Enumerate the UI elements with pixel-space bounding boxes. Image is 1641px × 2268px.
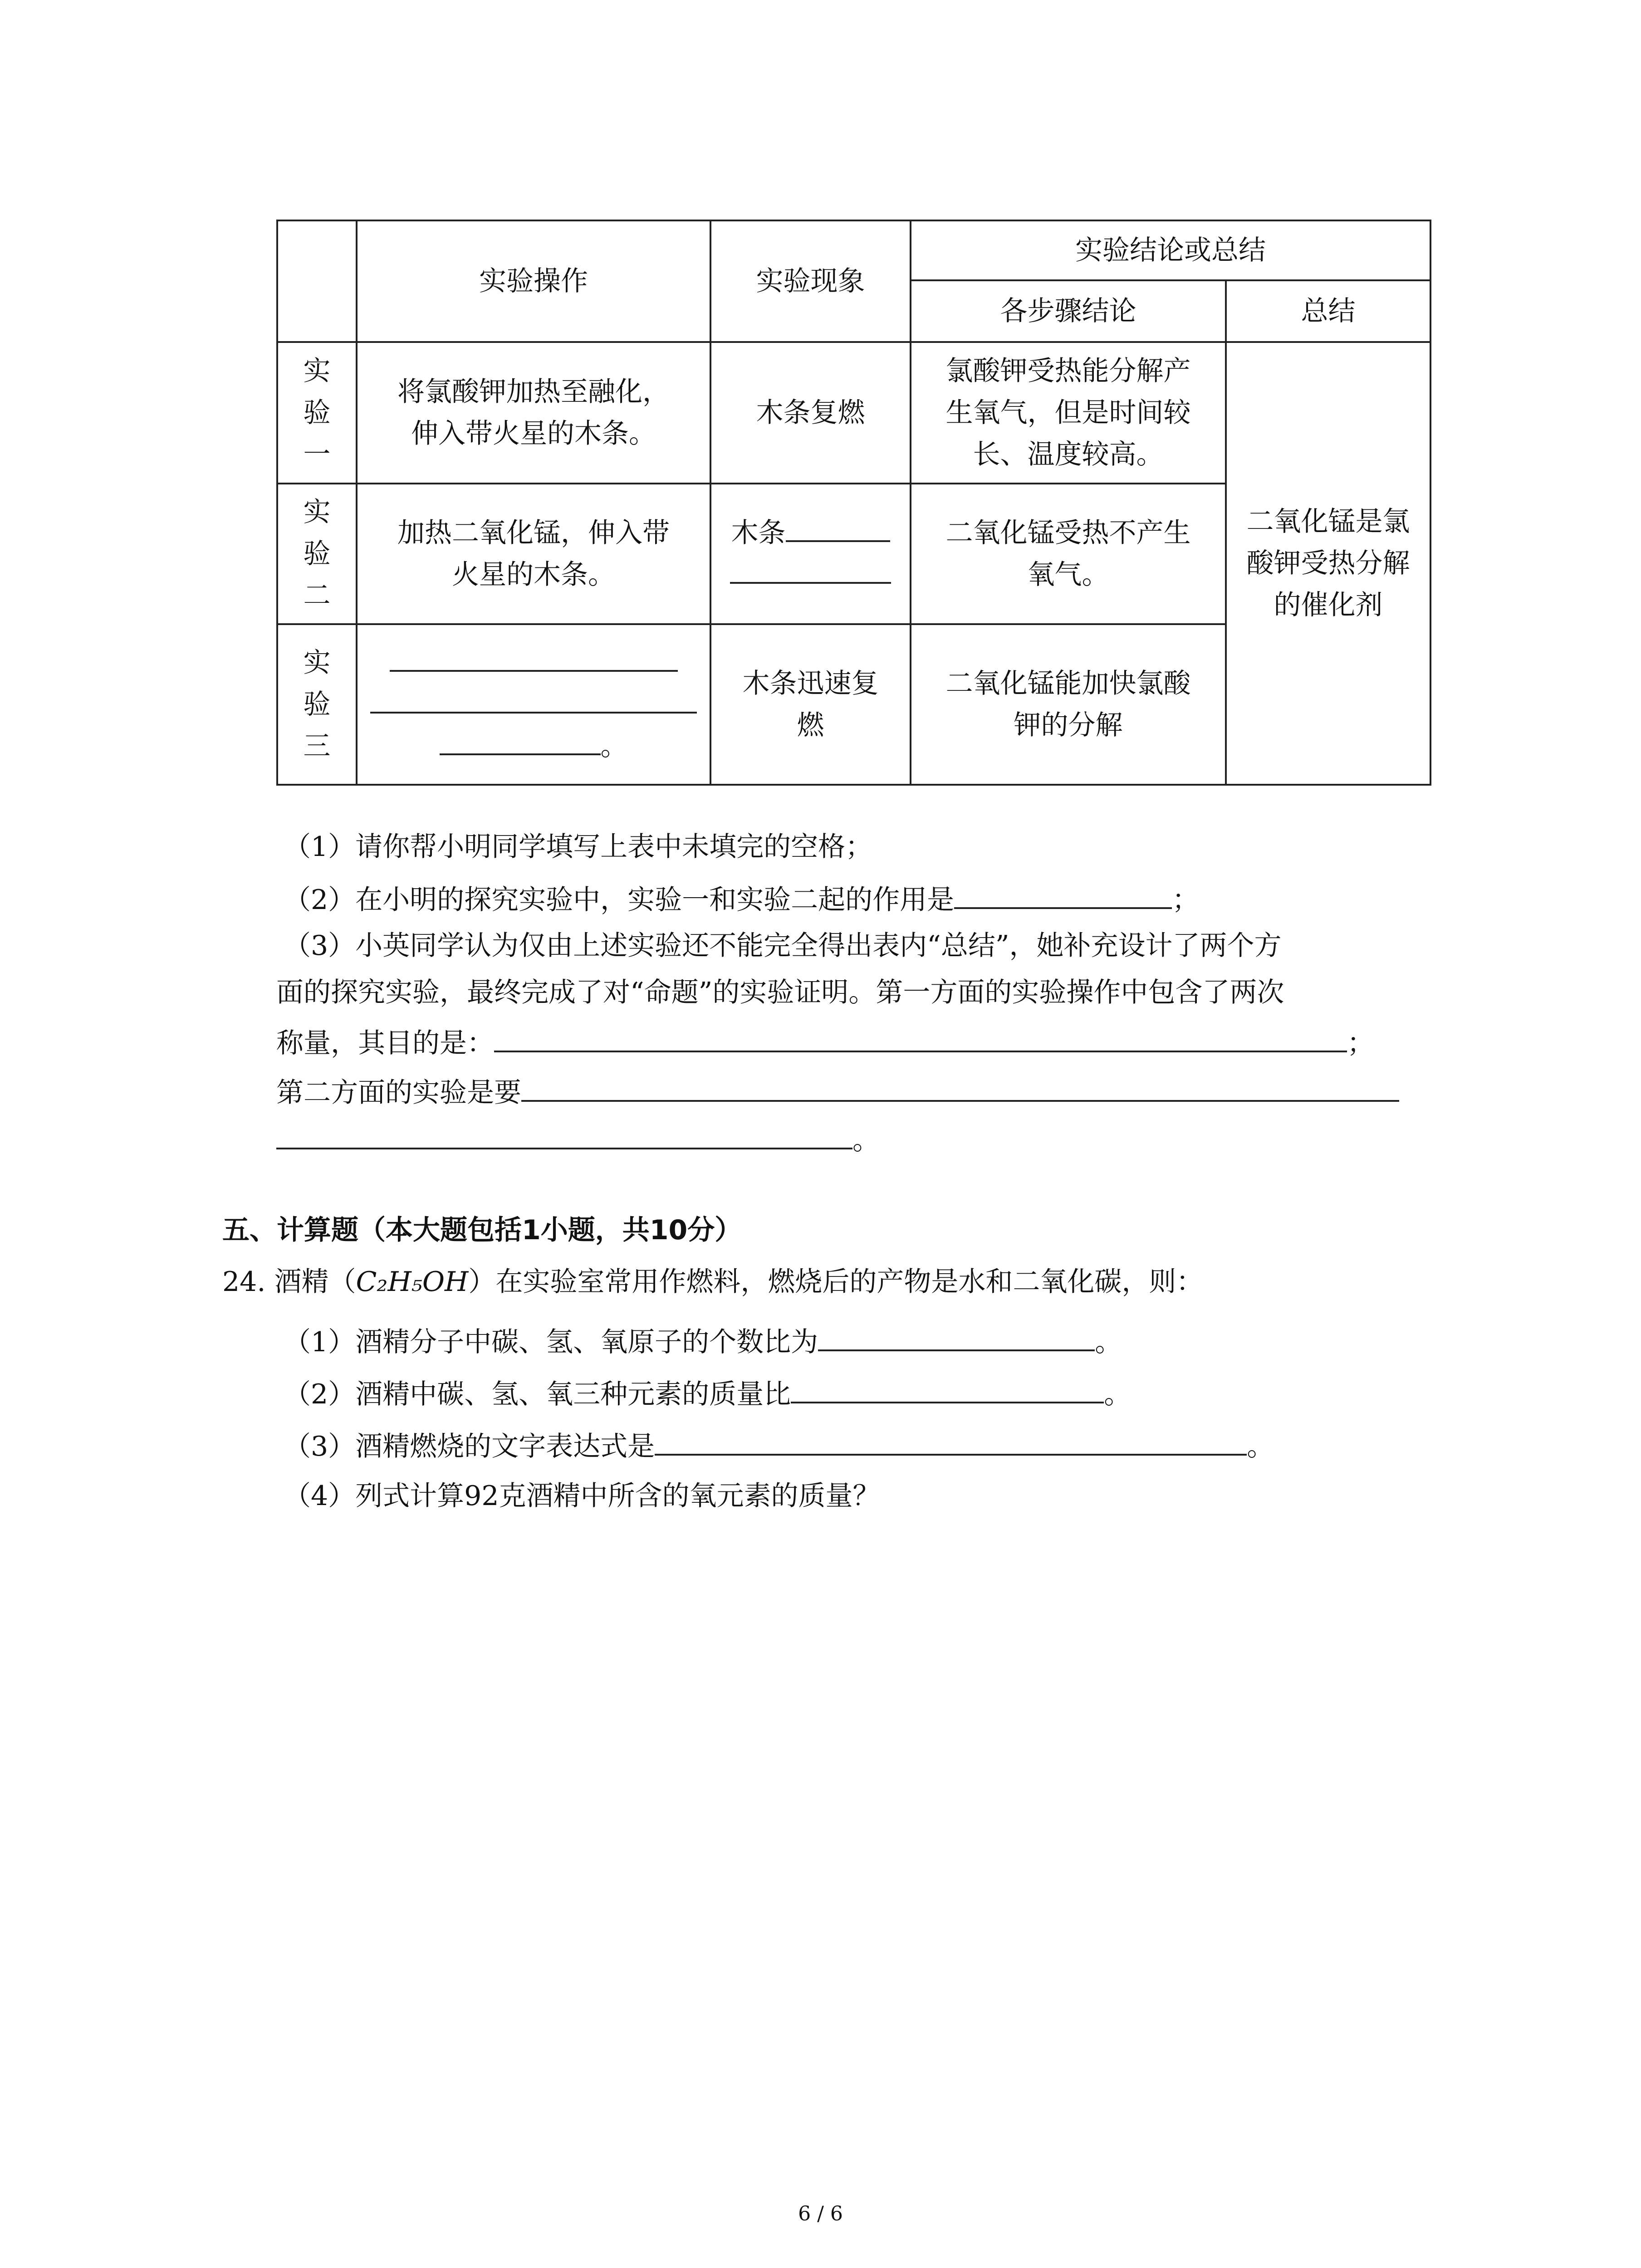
phenomenon-blank-1[interactable] [786,514,890,542]
experiment-2-operation: 加热二氧化锰，伸入带 火星的木条。 [357,484,710,624]
question-24: 24. 酒精（C₂H₅OH）在实验室常用作燃料，燃烧后的产物是水和二氧化碳，则： [222,1266,1204,1298]
experiment-1-phenomenon: 木条复燃 [710,342,911,484]
question-24-sub-3: （3）酒精燃烧的文字表达式是 。 [284,1427,1274,1465]
experiment-1-conclusion: 氯酸钾受热能分解产 生氧气，但是时间较 长、温度较高。 [911,342,1226,484]
question-3-line-2: 面的探究实验，最终完成了对“命题”的实验证明。第一方面的实验操作中包含了两次 [276,977,1284,1008]
experiment-table [276,220,1431,786]
section-5-heading: 五、计算题（本大题包括1小题，共10分） [222,1214,742,1246]
header-conclusion-or-summary: 实验结论或总结 [911,220,1430,280]
question-2-blank[interactable] [954,880,1172,909]
experiment-1-operation: 将氯酸钾加热至融化， 伸入带火星的木条。 [357,342,710,484]
operation-blank-2[interactable] [370,685,697,714]
header-step-conclusion: 各步骤结论 [911,280,1226,342]
summary-cell: 二氧化锰是氯 酸钾受热分解 的催化剂 [1226,342,1430,785]
row-label-experiment-2: 实 验 二 [277,484,357,624]
question-3-line-1: （3）小英同学认为仅由上述实验还不能完全得出表内“总结”，她补充设计了两个方 [284,930,1282,962]
sub-1-blank[interactable] [818,1322,1095,1351]
page-number: 6 / 6 [798,2202,843,2225]
question-24-sub-2: （2）酒精中碳、氢、氧三种元素的质量比 。 [284,1374,1131,1413]
question-1: （1）请你帮小明同学填写上表中未填完的空格； [284,831,873,863]
ethanol-formula: C₂H₅OH [356,1266,469,1298]
question-2: （2）在小明的探究实验中，实验一和实验二起的作用是 ； [284,880,1199,918]
experiment-2-conclusion: 二氧化锰受热不产生 氧气。 [911,484,1226,624]
experiment-3-conclusion: 二氧化锰能加快氯酸 钾的分解 [911,624,1226,785]
question-3-line-5: 。 [276,1120,880,1158]
header-operation: 实验操作 [357,220,710,342]
operation-blank-3[interactable] [440,727,601,755]
question-3-blank-1[interactable] [494,1023,1347,1052]
row-label-experiment-3: 实 验 三 [277,624,357,785]
question-24-sub-1: （1）酒精分子中碳、氢、氧原子的个数比为 。 [284,1322,1122,1360]
sub-2-blank[interactable] [791,1374,1104,1403]
experiment-2-phenomenon: 木条 [710,484,911,624]
question-3-line-4: 第二方面的实验是要 [276,1073,1399,1111]
operation-blank-1[interactable] [390,644,678,672]
row-label-experiment-1: 实 验 一 [277,342,357,484]
question-3-line-3: 称量，其目的是： ； [276,1023,1374,1061]
phenomenon-blank-2[interactable] [730,556,891,584]
question-24-sub-4: （4）列式计算92克酒精中所含的氧元素的质量？ [284,1480,880,1512]
question-3-blank-2[interactable] [521,1073,1399,1102]
header-empty-cell [277,220,357,342]
header-summary: 总结 [1226,280,1430,342]
header-phenomenon: 实验现象 [710,220,911,342]
sub-3-blank[interactable] [655,1427,1247,1456]
experiment-3-phenomenon: 木条迅速复 燃 [710,624,911,785]
question-3-blank-3[interactable] [276,1120,852,1149]
experiment-3-operation: 。 [357,624,710,785]
